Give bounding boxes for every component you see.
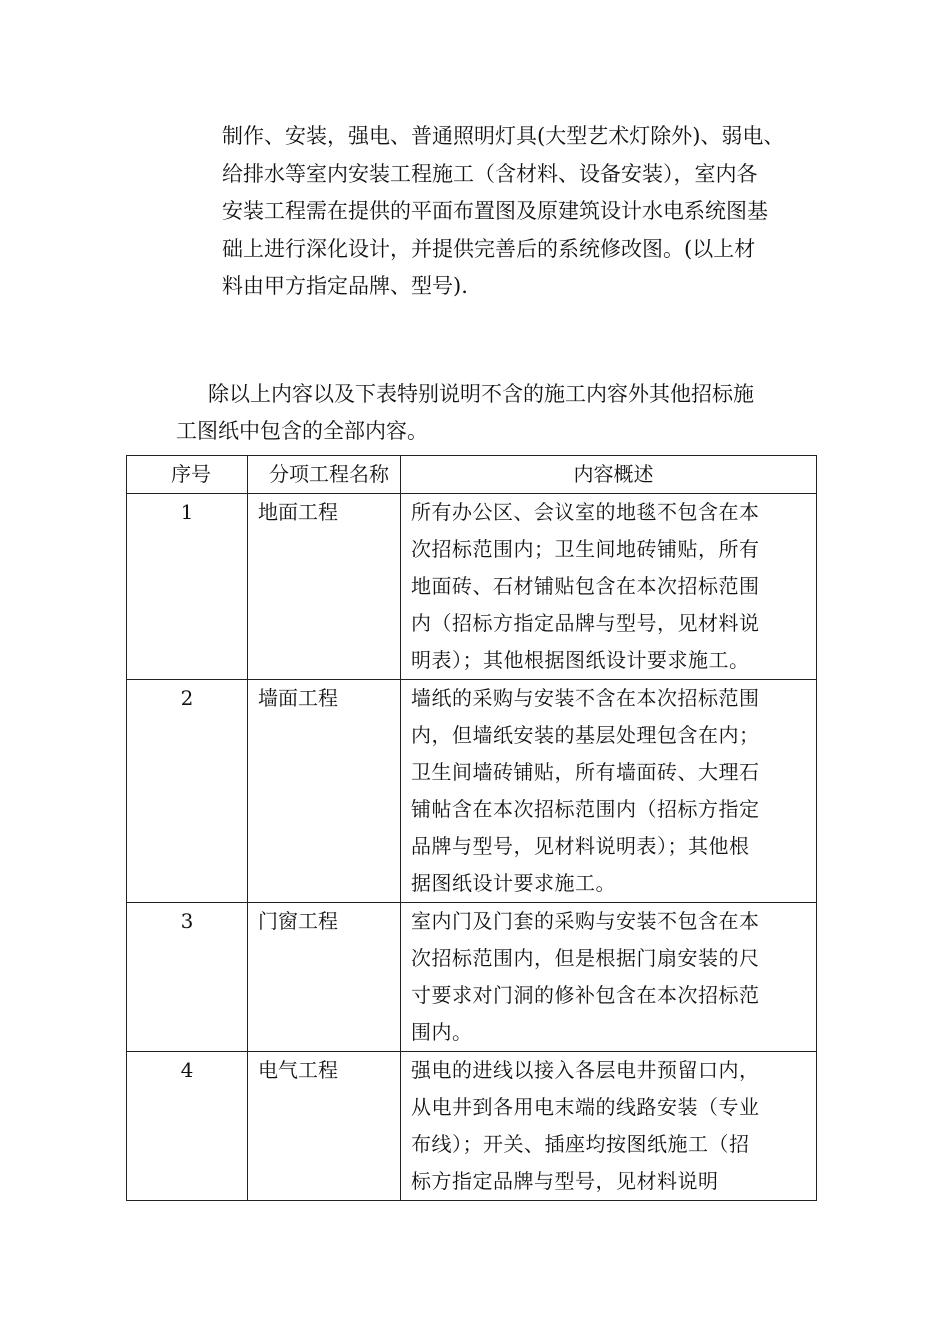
row-description — [401, 1052, 817, 1201]
table-header-row — [127, 456, 817, 494]
paragraph-line: 给排水等室内安装工程施工（含材料、设备安装），室内各 — [222, 161, 758, 186]
row-item-name: 门窗工程 — [248, 903, 401, 1052]
row-description — [401, 494, 817, 680]
paragraph-line: 制作、安装，强电、普通照明灯具(大型艺术灯除外)、弱电、 — [222, 124, 785, 148]
table-row — [127, 494, 817, 680]
description-line: 次招标范围内，但是根据门扇安装的尺 — [411, 946, 760, 970]
row-description — [401, 903, 817, 1052]
description-line: 明表）；其他根据图纸设计要求施工。 — [411, 648, 750, 672]
row-index: 1 — [127, 494, 248, 680]
description-line: 围内。 — [411, 1020, 473, 1044]
row-item-name: 墙面工程 — [248, 680, 401, 903]
row-item-name: 地面工程 — [248, 494, 401, 680]
table-row — [127, 1052, 817, 1201]
row-index: 4 — [127, 1052, 248, 1201]
description-line: 品牌与型号，见材料说明表）；其他根 — [411, 834, 750, 858]
description-line: 铺帖含在本次招标范围内（招标方指定 — [411, 797, 760, 821]
description-line: 所有办公区、会议室的地毯不包含在本 — [411, 500, 760, 524]
body-paragraph-1 — [222, 118, 812, 306]
description-line: 墙纸的采购与安装不含在本次招标范围 — [411, 686, 760, 710]
paragraph-line: 料由甲方指定品牌、型号). — [222, 274, 468, 298]
paragraph-line: 工图纸中包含的全部内容。 — [176, 419, 428, 443]
paragraph-line: 除以上内容以及下表特别说明不含的施工内容外其他招标施 — [208, 382, 754, 406]
table-row — [127, 903, 817, 1052]
paragraph-line: 础上进行深化设计，并提供完善后的系统修改图。(以上材 — [222, 236, 756, 261]
description-line: 从电井到各用电末端的线路安装（专业 — [411, 1095, 760, 1119]
row-description — [401, 680, 817, 903]
row-index: 3 — [127, 903, 248, 1052]
description-line: 寸要求对门洞的修补包含在本次招标范 — [411, 983, 760, 1007]
description-line: 内（招标方指定品牌与型号，见材料说 — [411, 611, 760, 635]
description-line: 次招标范围内；卫生间地砖铺贴，所有 — [411, 537, 760, 561]
header-item-name: 分项工程名称 — [248, 456, 401, 494]
description-line: 地面砖、石材铺贴包含在本次招标范围 — [411, 574, 760, 598]
scope-table — [126, 455, 817, 1201]
description-line: 内，但墙纸安装的基层处理包含在内； — [411, 723, 760, 747]
body-paragraph-2 — [176, 376, 816, 450]
description-line: 室内门及门套的采购与安装不包含在本 — [411, 909, 760, 933]
row-index: 2 — [127, 680, 248, 903]
header-description: 内容概述 — [401, 456, 817, 494]
table-row — [127, 680, 817, 903]
description-line: 据图纸设计要求施工。 — [411, 871, 616, 895]
description-line: 强电的进线以接入各层电井预留口内， — [411, 1058, 760, 1082]
header-index: 序号 — [127, 456, 248, 494]
paragraph-line: 安装工程需在提供的平面布置图及原建筑设计水电系统图基 — [222, 199, 768, 223]
description-line: 标方指定品牌与型号，见材料说明 — [411, 1169, 719, 1193]
row-item-name: 电气工程 — [248, 1052, 401, 1201]
description-line: 布线）；开关、插座均按图纸施工（招 — [411, 1132, 750, 1156]
description-line: 卫生间墙砖铺贴，所有墙面砖、大理石 — [411, 760, 760, 784]
